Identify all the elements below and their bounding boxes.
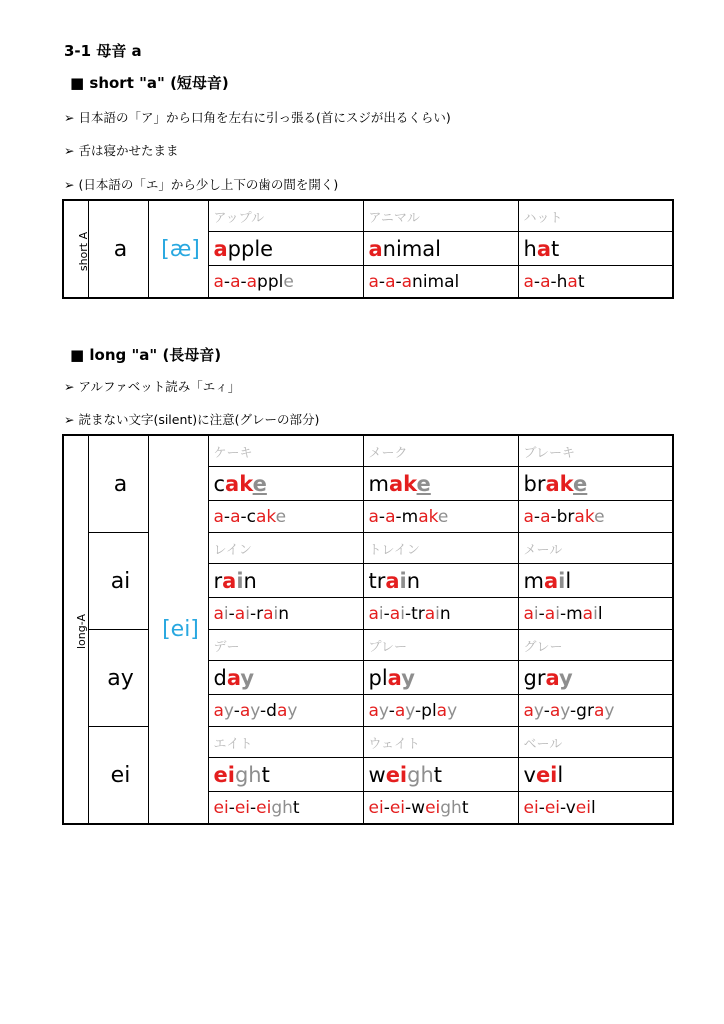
long-a-table: [62, 434, 674, 825]
long-a-letter-a: a: [88, 435, 148, 533]
word-make: make: [363, 467, 518, 501]
word-apple: apple: [208, 232, 363, 266]
long-a-letter-ai: ai: [88, 533, 148, 630]
short-bullet-3: ➢ (日本語の「エ」から少し上下の歯の間を開く): [64, 177, 339, 192]
word-mail: mail: [518, 564, 673, 598]
short-bullet-1: ➢ 日本語の「ア」から口角を左右に引っ張る(首にスジが出るくらい): [64, 110, 451, 125]
word-eight: eight: [208, 758, 363, 792]
word-rain: rain: [208, 564, 363, 598]
chant-play: ay-ay-play: [363, 695, 518, 727]
word-veil: veil: [518, 758, 673, 792]
short-a-row-label: short A: [77, 231, 91, 271]
kana-train: トレイン: [363, 533, 518, 564]
chant-mail: ai-ai-mail: [518, 598, 673, 630]
short-a-letter: a: [88, 200, 148, 298]
long-bullet-2: ➢ 読まない文字(silent)に注意(グレーの部分): [64, 412, 320, 427]
word-weight: weight: [363, 758, 518, 792]
kana-animal: アニマル: [363, 200, 518, 232]
long-a-ipa: [ei]: [148, 435, 208, 824]
chant-apple: a-a-apple: [208, 266, 363, 299]
chant-day: ay-ay-day: [208, 695, 363, 727]
kana-rain: レイン: [208, 533, 363, 564]
long-a-row-label-cell: [63, 435, 88, 824]
word-train: train: [363, 564, 518, 598]
kana-gray: グレー: [518, 630, 673, 661]
long-a-letter-ay: ay: [88, 630, 148, 727]
kana-play: プレー: [363, 630, 518, 661]
chant-cake: a-a-cake: [208, 501, 363, 533]
kana-cake: ケーキ: [208, 435, 363, 467]
word-play: play: [363, 661, 518, 695]
short-a-heading: ■ short "a" (短母音): [70, 74, 229, 92]
chant-animal: a-a-animal: [363, 266, 518, 299]
chant-make: a-a-make: [363, 501, 518, 533]
kana-make: メーク: [363, 435, 518, 467]
chant-train: ai-ai-train: [363, 598, 518, 630]
chant-veil: ei-ei-veil: [518, 792, 673, 825]
long-bullet-1: ➢ アルファベット読み「エィ」: [64, 379, 241, 394]
word-day: day: [208, 661, 363, 695]
kana-weight: ウェイト: [363, 727, 518, 758]
kana-mail: メール: [518, 533, 673, 564]
kana-eight: エイト: [208, 727, 363, 758]
long-a-letter-ei: ei: [88, 727, 148, 825]
kana-brake: ブレーキ: [518, 435, 673, 467]
kana-veil: ベール: [518, 727, 673, 758]
word-cake: cake: [208, 467, 363, 501]
word-hat: hat: [518, 232, 673, 266]
long-a-row-label: long-A: [75, 614, 88, 649]
short-a-row-label-cell: [63, 200, 91, 298]
chant-eight: ei-ei-eight: [208, 792, 363, 825]
chant-brake: a-a-brake: [518, 501, 673, 533]
page-title: 3-1 母音 a: [64, 42, 142, 60]
short-bullet-2: ➢ 舌は寝かせたまま: [64, 143, 179, 158]
short-a-table: [62, 199, 674, 299]
kana-day: デー: [208, 630, 363, 661]
word-gray: gray: [518, 661, 673, 695]
chant-hat: a-a-hat: [518, 266, 673, 299]
kana-apple: アップル: [208, 200, 363, 232]
chant-rain: ai-ai-rain: [208, 598, 363, 630]
short-a-ipa: [æ]: [148, 200, 208, 298]
word-brake: brake: [518, 467, 673, 501]
word-animal: animal: [363, 232, 518, 266]
long-a-heading: ■ long "a" (長母音): [70, 346, 222, 364]
chant-weight: ei-ei-weight: [363, 792, 518, 825]
chant-gray: ay-ay-gray: [518, 695, 673, 727]
kana-hat: ハット: [518, 200, 673, 232]
